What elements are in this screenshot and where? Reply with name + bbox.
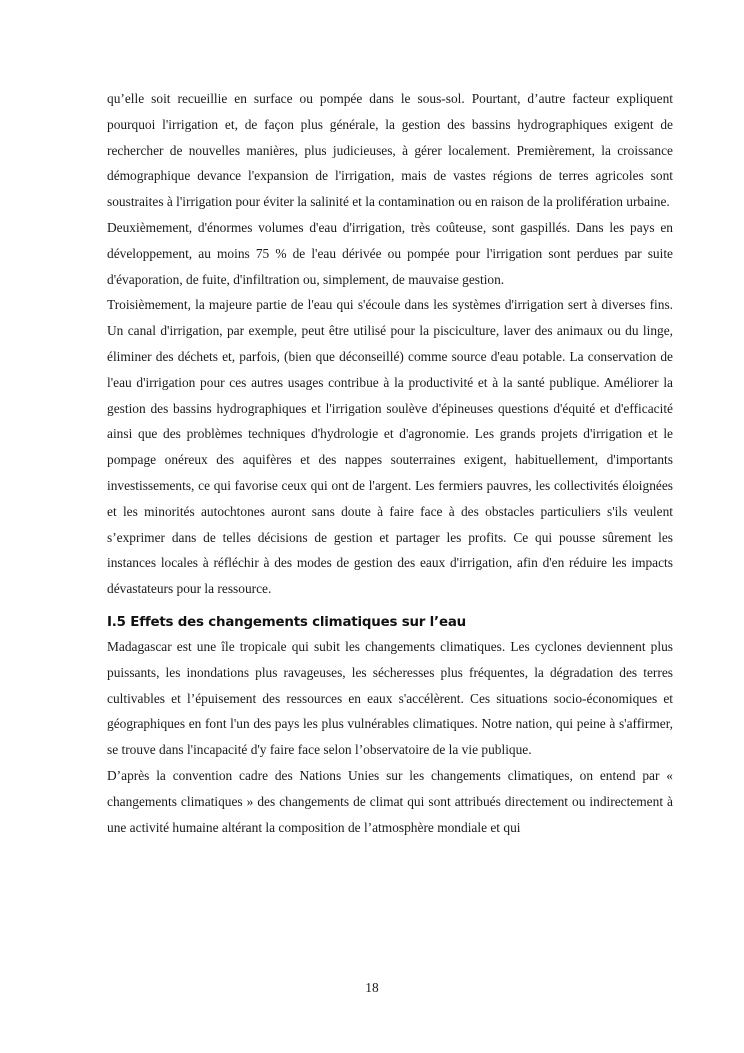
- section-heading: I.5 Effets des changements climatiques sur l’eau: [107, 614, 466, 630]
- paragraph-irrigation-intro: qu’elle soit recueillie en surface ou pompée dans le sous-sol. Pourtant, d’autre facteur expliquent pourquoi l'irrigation et, de façon plus générale, la gestion des bassins hydrographiques exigent de rechercher de nouvelles manières, plus judicieuses, à gérer localement. Premièrement, la croissance démographique devance l'expansion de l'irrigation, mais de vastes régions de terres agricoles sont soustraites à l'irrigation pour éviter la salinité et la contamination ou en raison de la prolifération urbaine.: [107, 91, 673, 210]
- page-number: 18: [365, 980, 379, 995]
- page-body: [107, 86, 673, 840]
- paragraph-irrigation-waste: Deuxièmement, d'énormes volumes d'eau d'irrigation, très coûteuse, sont gaspillés. Dans les pays en développement, au moins 75 % de l'eau dérivée ou pompée pour l'irrigation sont perdues par suite d'évaporation, de fuite, d'infiltration ou, simplement, de mauvaise gestion.: [107, 219, 673, 287]
- paragraph-madagascar-climate: Madagascar est une île tropicale qui subit les changements climatiques. Les cyclones deviennent plus puissants, les inondations plus ravageuses, les sécheresses plus fréquentes, la dégradation des terres cultivables et l’épuisement des ressources en eaux s'accélèrent. Ces situations socio-économiques et géographiques en font l'un des pays les plus vulnérables climatiques. Notre nation, qui peine à s'affirmer, se trouve dans l'incapacité d'y faire face selon l’observatoire de la vie publique.: [107, 638, 673, 758]
- paragraph-un-convention: D’après la convention cadre des Nations Unies sur les changements climatiques, on entend par « changements climatiques » des changements de climat qui sont attribués directement ou indirectement à une activité humaine altérant la composition de l’atmosphère mondiale et qui: [107, 767, 673, 835]
- paragraph-irrigation-uses: Troisièmement, la majeure partie de l'eau qui s'écoule dans les systèmes d'irrigation sert à diverses fins. Un canal d'irrigation, par exemple, peut être utilisé pour la pisciculture, laver des animaux ou du linge, éliminer des déchets et, parfois, (bien que déconseillé) comme source d'eau potable. La conservation de l'eau d'irrigation pour ces autres usages contribue à la productivité et à la santé publique. Améliorer la gestion des bassins hydrographiques et l'irrigation soulève d'épineuses questions d'équité et d'efficacité ainsi que des problèmes techniques d'hydrologie et d'agronomie. Les grands projets d'irrigation et le pompage onéreux des aquifères et des nappes souterraines exigent, habituellement, d'importants investissements, ce qui favorise ceux qui ont de l'argent. Les fermiers pauvres, les collectivités éloignées et les minorités autochtones auront sans doute à faire face à des obstacles particuliers s'ils veulent s’exprimer dans de telles décisions de gestion et partager les profits. Ce qui pousse sûrement les instances locales à réfléchir à des modes de gestion des eaux d'irrigation, afin d'en réduire les impacts dévastateurs pour la ressource.: [107, 297, 673, 597]
